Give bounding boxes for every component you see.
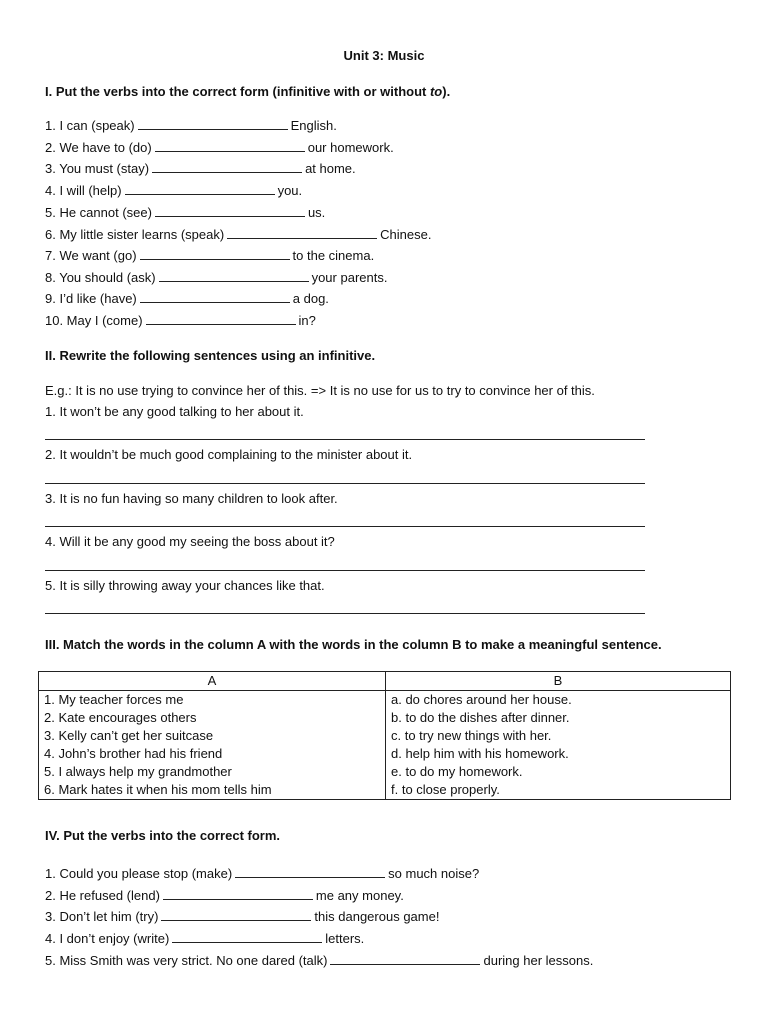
- s4-item: [45, 866, 479, 881]
- column-b-cell: a. do chores around her house.: [386, 691, 731, 710]
- s1-item-ending: in?: [298, 313, 316, 328]
- answer-line[interactable]: [45, 570, 645, 571]
- s1-item-prompt: 1. I can (speak): [45, 118, 135, 133]
- s2-example: E.g.: It is no use trying to convince her of this. => It is no use for us to try to convince her of this.: [45, 383, 595, 398]
- s1-item-prompt: 3. You must (stay): [45, 161, 150, 176]
- table-row: [39, 763, 731, 781]
- fill-blank[interactable]: [235, 866, 385, 878]
- s1-item: [45, 140, 394, 155]
- s1-item-ending: at home.: [305, 161, 356, 176]
- s1-item: [45, 291, 329, 306]
- answer-line[interactable]: [45, 613, 645, 614]
- fill-blank[interactable]: [140, 291, 290, 303]
- column-b-cell: f. to close properly.: [386, 781, 731, 800]
- s2-item: 1. It won’t be any good talking to her about it.: [45, 404, 304, 419]
- s4-item-ending: this dangerous game!: [314, 909, 440, 924]
- page-title: Unit 3: Music: [343, 48, 425, 63]
- fill-blank[interactable]: [172, 931, 322, 943]
- s1-item: [45, 161, 356, 176]
- s4-item-prompt: 4. I don’t enjoy (write): [45, 931, 170, 946]
- s4-item-prompt: 3. Don’t let him (try): [45, 909, 159, 924]
- s1-item-ending: English.: [290, 118, 337, 133]
- s2-item: 3. It is no fun having so many children to look after.: [45, 491, 338, 506]
- column-a-cell: 4. John’s brother had his friend: [39, 745, 386, 763]
- s1-item: [45, 248, 374, 263]
- column-a-cell: 6. Mark hates it when his mom tells him: [39, 781, 386, 800]
- answer-line[interactable]: [45, 483, 645, 484]
- section-2-heading: II. Rewrite the following sentences using an infinitive.: [45, 348, 376, 363]
- s4-item-ending: me any money.: [315, 888, 404, 903]
- column-a-cell: 5. I always help my grandmother: [39, 763, 386, 781]
- s1-item-prompt: 6. My little sister learns (speak): [45, 227, 225, 242]
- table-header-row: [39, 672, 731, 691]
- fill-blank[interactable]: [330, 953, 480, 965]
- column-b-cell: c. to try new things with her.: [386, 727, 731, 745]
- table-row: [39, 709, 731, 727]
- s1-item: [45, 118, 337, 133]
- s2-item: 2. It wouldn’t be much good complaining to the minister about it.: [45, 447, 413, 462]
- table-row: [39, 745, 731, 763]
- column-b-cell: e. to do my homework.: [386, 763, 731, 781]
- s1-item-ending: you.: [277, 183, 303, 198]
- s1-item-ending: your parents.: [311, 270, 388, 285]
- s1-item-prompt: 9. I’d like (have): [45, 291, 137, 306]
- s4-item: [45, 931, 364, 946]
- section-3-heading: III. Match the words in the column A with the words in the column B to make a meaningful sentence.: [45, 637, 662, 652]
- section-1-heading-text: I. Put the verbs into the correct form (infinitive with or without: [45, 84, 430, 99]
- matching-table: [38, 671, 731, 800]
- s1-item: [45, 205, 325, 220]
- section-1-heading-end: ).: [442, 84, 451, 99]
- s4-item: [45, 953, 593, 968]
- s1-item-prompt: 8. You should (ask): [45, 270, 156, 285]
- s2-item: 5. It is silly throwing away your chances like that.: [45, 578, 325, 593]
- s1-item-prompt: 10. May I (come): [45, 313, 143, 328]
- fill-blank[interactable]: [146, 313, 296, 325]
- answer-line[interactable]: [45, 439, 645, 440]
- section-4-heading: IV. Put the verbs into the correct form.: [45, 828, 281, 843]
- column-a-cell: 3. Kelly can’t get her suitcase: [39, 727, 386, 745]
- fill-blank[interactable]: [227, 227, 377, 239]
- s1-item-ending: a dog.: [292, 291, 329, 306]
- s1-item-ending: Chinese.: [380, 227, 432, 242]
- column-b-cell: d. help him with his homework.: [386, 745, 731, 763]
- column-a-cell: 1. My teacher forces me: [39, 691, 386, 710]
- column-a-header: A: [39, 672, 386, 691]
- s1-item-prompt: 2. We have to (do): [45, 140, 152, 155]
- column-b-cell: b. to do the dishes after dinner.: [386, 709, 731, 727]
- fill-blank[interactable]: [152, 161, 302, 173]
- fill-blank[interactable]: [155, 140, 305, 152]
- s4-item-ending: letters.: [325, 931, 365, 946]
- section-1-heading: [45, 84, 450, 99]
- s1-item: [45, 227, 431, 242]
- s4-item-ending: during her lessons.: [483, 953, 594, 968]
- s4-item-prompt: 2. He refused (lend): [45, 888, 160, 903]
- fill-blank[interactable]: [163, 888, 313, 900]
- s1-item-ending: to the cinema.: [292, 248, 375, 263]
- table-row: [39, 781, 731, 800]
- s1-item: [45, 183, 302, 198]
- s4-item-prompt: 5. Miss Smith was very strict. No one dared (talk): [45, 953, 328, 968]
- s4-item-prompt: 1. Could you please stop (make): [45, 866, 233, 881]
- fill-blank[interactable]: [125, 183, 275, 195]
- s1-item: [45, 313, 316, 328]
- s1-item-ending: us.: [307, 205, 326, 220]
- answer-line[interactable]: [45, 526, 645, 527]
- table-row: [39, 691, 731, 710]
- s4-item: [45, 909, 439, 924]
- s2-item: 4. Will it be any good my seeing the boss about it?: [45, 534, 335, 549]
- s4-item: [45, 888, 404, 903]
- column-b-header: B: [386, 672, 731, 691]
- s1-item-prompt: 4. I will (help): [45, 183, 122, 198]
- fill-blank[interactable]: [161, 909, 311, 921]
- fill-blank[interactable]: [155, 205, 305, 217]
- s4-item-ending: so much noise?: [388, 866, 480, 881]
- fill-blank[interactable]: [159, 270, 309, 282]
- s1-item-prompt: 5. He cannot (see): [45, 205, 152, 220]
- s1-item-prompt: 7. We want (go): [45, 248, 137, 263]
- table-row: [39, 727, 731, 745]
- fill-blank[interactable]: [138, 118, 288, 130]
- column-a-cell: 2. Kate encourages others: [39, 709, 386, 727]
- fill-blank[interactable]: [140, 248, 290, 260]
- section-1-heading-italic: to: [429, 84, 443, 99]
- s1-item: [45, 270, 387, 285]
- s1-item-ending: our homework.: [307, 140, 394, 155]
